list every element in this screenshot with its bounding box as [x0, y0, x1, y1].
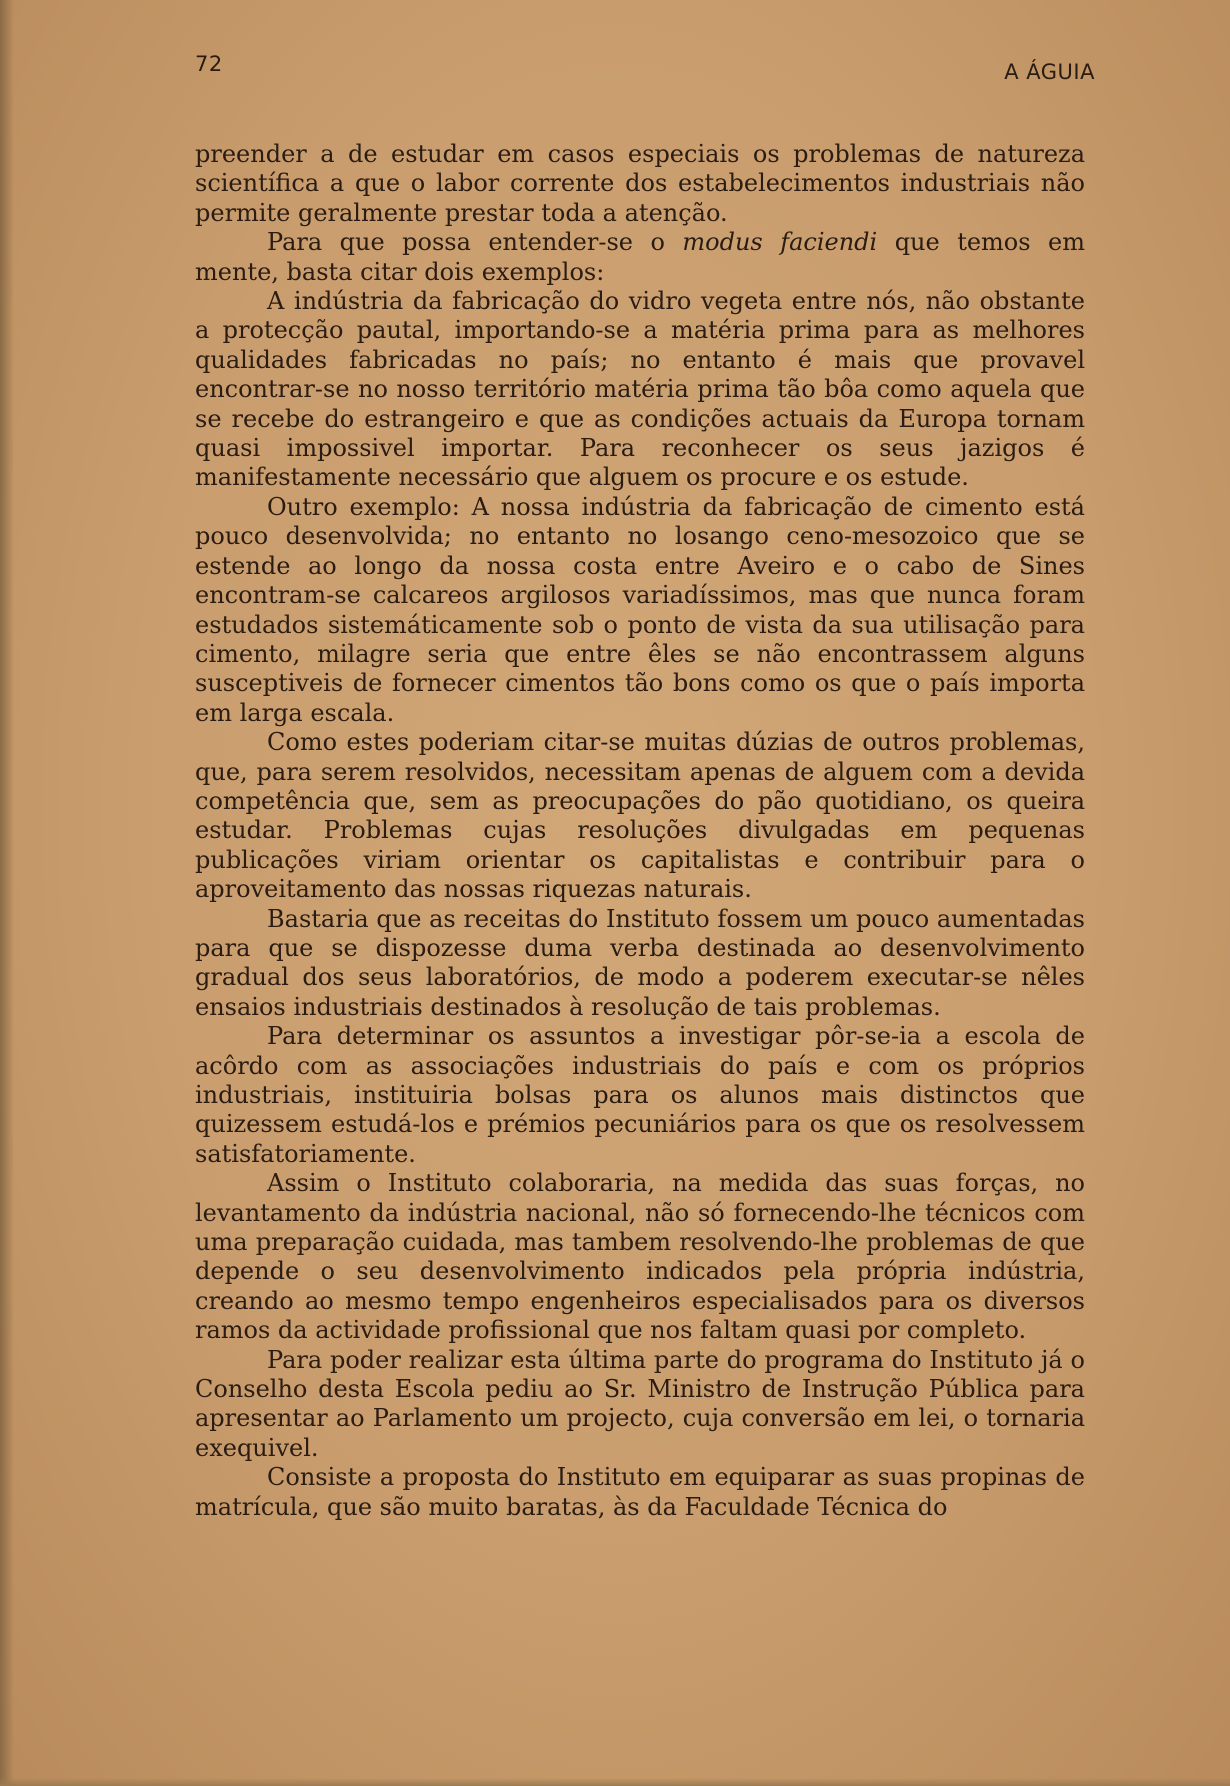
paragraph-text: que temos em mente, basta citar dois exemplos: [195, 228, 1085, 286]
paragraph [195, 728, 1085, 904]
body-text [195, 140, 1085, 1522]
paragraph [195, 1346, 1085, 1464]
paragraph-text: Outro exemplo: A nossa indústria da fabricação de cimento está pouco desenvolvida; no entanto no losango ceno-mesozoico que se estende ao longo da nossa costa entre Aveiro e o cabo de Sines encontram-se calcareos argilosos variadíssimos, mas que nunca foram estudados sistemáticamente sob o ponto de vista da sua utilisação para cimento, milagre seria que entre êles se não encontrassem alguns susceptiveis de fornecer cimentos tão bons como os que o país importa em larga escala. [195, 492, 1085, 727]
paragraph-text: Bastaria que as receitas do Instituto fossem um pouco aumentadas para que se dispozesse duma verba destinada ao desenvolvimento gradual dos seus laboratórios, de modo a poderem executar-se nêles ensaios industriais destinados à resolução de tais problemas. [195, 904, 1085, 1021]
paragraph-text: A indústria da fabricação do vidro vegeta entre nós, não obstante a protecção pautal, importando-se a matéria prima para as melhores qualidades fabricadas no país; no entanto é mais que provavel encontrar-se no nosso território matéria prima tão bôa como aquela que se recebe do estrangeiro e que as condições actuais da Europa tornam quasi impossivel importar. Para reconhecer os seus jazigos é manifestamente necessário que alguem os procure e os estude. [195, 287, 1085, 492]
paragraph-text: Consiste a proposta do Instituto em equiparar as suas propinas de matrícula, que são muito baratas, às da Faculdade Técnica do [195, 1463, 1085, 1521]
paragraph [195, 287, 1085, 493]
paragraph [195, 1022, 1085, 1169]
paragraph-text: preender a de estudar em casos especiais os problemas de natureza scientífica a que o labor corrente dos estabelecimentos industriais não permite geralmente prestar toda a atenção. [195, 140, 1085, 227]
paragraph [195, 905, 1085, 1023]
page-number: 72 [195, 52, 223, 76]
italic-phrase: modus faciendi [682, 228, 878, 257]
paragraph [195, 1169, 1085, 1345]
paragraph [195, 493, 1085, 728]
paragraph-text: Assim o Instituto colaboraria, na medida das suas forças, no levantamento da indústria nacional, não só fornecendo-lhe técnicos com uma preparação cuidada, mas tambem resolvendo-lhe problemas de que depende o seu desenvolvimento indicados pela própria indústria, creando ao mesmo tempo engenheiros especialisados para os diversos ramos da actividade profissional que nos faltam quasi por completo. [195, 1169, 1085, 1345]
paragraph-text: Como estes poderiam citar-se muitas dúzias de outros problemas, que, para serem resolvidos, necessitam apenas de alguem com a devida competência que, sem as preocupações do pão quotidiano, os queira estudar. Problemas cujas resoluções divulgadas em pequenas publicações viriam orientar os capitalistas e contribuir para o aproveitamento das nossas riquezas naturais. [195, 728, 1085, 904]
paragraph-text: Para que possa entender-se o [267, 228, 683, 257]
paragraph-text: Para poder realizar esta última parte do programa do Instituto já o Conselho desta Escola pediu ao Sr. Ministro de Instrução Pública para apresentar ao Parlamento um projecto, cuja conversão em lei, o tornaria exequivel. [195, 1345, 1085, 1462]
paragraph [195, 1463, 1085, 1522]
page-edge-shadow [0, 0, 14, 1786]
page-bottom-shadow [0, 1778, 1230, 1786]
running-head: A ÁGUIA [1004, 60, 1095, 84]
paragraph-text: Para determinar os assuntos a investigar pôr-se-ia a escola de acôrdo com as associações industriais do país e com os próprios industriais, instituiria bolsas para os alunos mais distinctos que quizessem estudá-los e prémios pecuniários para os que os resolvessem satisfatoriamente. [195, 1022, 1085, 1168]
paragraph [195, 140, 1085, 228]
page-header [195, 52, 1095, 92]
paragraph [195, 228, 1085, 287]
